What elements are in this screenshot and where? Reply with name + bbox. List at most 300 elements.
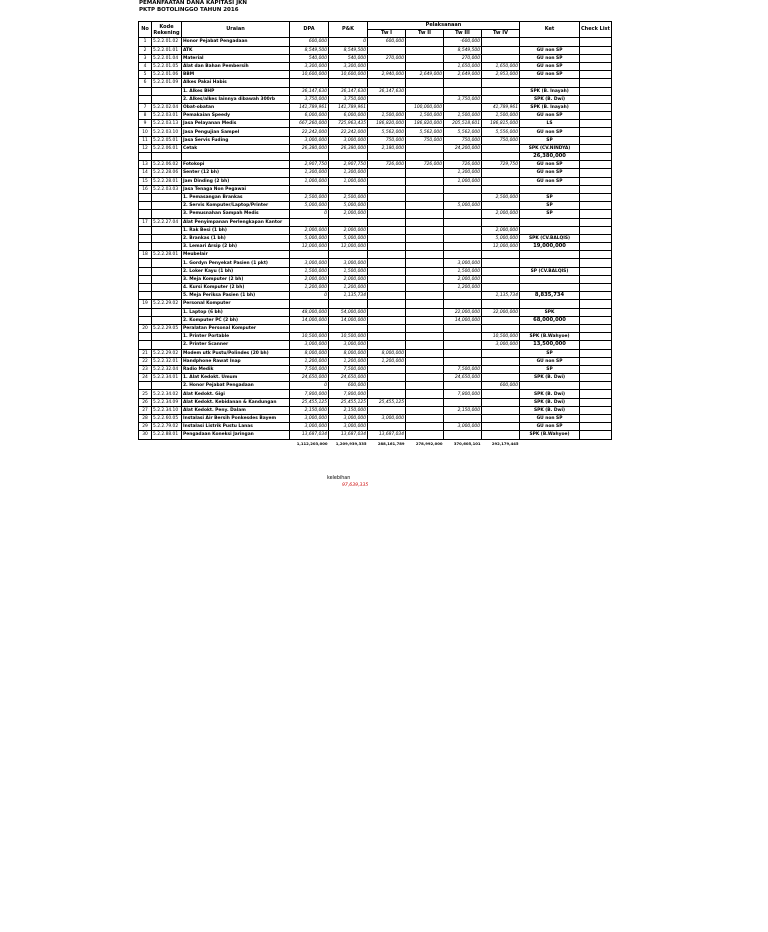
cell-pak: 3,750,000 <box>329 95 368 103</box>
cell-dpa: 0 <box>290 292 329 300</box>
cell-tw4 <box>482 267 520 275</box>
cell-dpa: 3,000,000 <box>290 423 329 431</box>
cell-check <box>580 136 612 144</box>
cell-ket: SP <box>520 210 580 218</box>
cell-tw4: 2,000,000 <box>482 210 520 218</box>
cell-check <box>580 218 612 226</box>
cell-tw2 <box>406 390 444 398</box>
cell-tw4 <box>482 87 520 95</box>
table-row <box>139 365 612 373</box>
cell-check <box>580 251 612 259</box>
cell-tw1 <box>368 226 406 234</box>
cell-dpa: 3,000,000 <box>290 136 329 144</box>
cell-tw2 <box>406 300 444 308</box>
cell-pak: 1,300,000 <box>329 169 368 177</box>
cell-kode <box>152 308 182 316</box>
cell-pak: 54,000,000 <box>329 308 368 316</box>
cell-ket: GU non SP <box>520 128 580 136</box>
cell-kode: 5.2.2.28.06 <box>152 169 182 177</box>
cell-kode <box>152 267 182 275</box>
cell-ket: SP (CV.BALQIS) <box>520 267 580 275</box>
cell-no <box>139 333 152 341</box>
cell-ket: SPK (B. Dwi) <box>520 406 580 414</box>
cell-no: 6 <box>139 79 152 87</box>
cell-dpa: 3,000,000 <box>290 259 329 267</box>
cell-tw1 <box>368 218 406 226</box>
cell-tw2 <box>406 382 444 390</box>
cell-tw2: 1,500,000 <box>406 112 444 120</box>
cell-tw2 <box>406 423 444 431</box>
cell-dpa <box>290 218 329 226</box>
cell-kode: 5.2.2.06.01 <box>152 144 182 152</box>
cell-tw2 <box>406 169 444 177</box>
cell-tw1 <box>368 423 406 431</box>
cell-no: 3 <box>139 54 152 62</box>
cell-ket <box>520 324 580 332</box>
cell-no: 1 <box>139 38 152 46</box>
cell-tw2: 5,562,000 <box>406 128 444 136</box>
cell-no <box>139 292 152 300</box>
cell-tw1 <box>368 308 406 316</box>
table-row <box>139 87 612 95</box>
cell-check <box>580 120 612 128</box>
cell-tw3 <box>444 382 482 390</box>
cell-kode: 5.2.2.02.04 <box>152 103 182 111</box>
cell-tw1: 8,000,000 <box>368 349 406 357</box>
cell-tw1 <box>368 169 406 177</box>
cell-kode: 5.2.2.34.02 <box>152 390 182 398</box>
cell-tw2 <box>406 333 444 341</box>
cell-uraian: ATK <box>182 46 290 54</box>
cell-uraian: Honor Pejabat Pengadaan <box>182 38 290 46</box>
table-row <box>139 292 612 300</box>
cell-tw1: 5,562,000 <box>368 128 406 136</box>
cell-uraian: 3. Pemusnahan Sampah Medis <box>182 210 290 218</box>
cell-dpa: 26,380,000 <box>290 144 329 152</box>
cell-tw3 <box>444 349 482 357</box>
cell-no: 20 <box>139 324 152 332</box>
cell-tw3 <box>444 210 482 218</box>
cell-uraian: 2. Loker Kayu (1 bh) <box>182 267 290 275</box>
cell-tw3 <box>444 218 482 226</box>
cell-no: 26 <box>139 398 152 406</box>
table-row <box>139 251 612 259</box>
cell-tw3: -600,000 <box>444 38 482 46</box>
cell-pak: 25,455,125 <box>329 398 368 406</box>
cell-tw4 <box>482 169 520 177</box>
cell-pak <box>329 218 368 226</box>
cell-tw3 <box>444 357 482 365</box>
header-tw3: Tw III <box>444 30 482 38</box>
cell-tw4: 2,000,000 <box>482 226 520 234</box>
cell-kode: 5.2.2.34.10 <box>152 406 182 414</box>
cell-dpa: 2,000,000 <box>290 275 329 283</box>
table-row <box>139 308 612 316</box>
cell-tw1: 1,500,000 <box>368 112 406 120</box>
cell-tw3 <box>444 300 482 308</box>
cell-ket <box>520 284 580 292</box>
cell-tw4: 12,000,000 <box>482 243 520 251</box>
table-row <box>139 62 612 70</box>
cell-kode: 5.2.2.60.05 <box>152 415 182 423</box>
cell-pak: 13,687,034 <box>329 431 368 439</box>
cell-no: 9 <box>139 120 152 128</box>
total-tw4: 292,179,445 <box>491 440 519 446</box>
cell-uraian: BBM <box>182 71 290 79</box>
cell-check <box>580 259 612 267</box>
cell-uraian: Alat Kedokt. Kebidanan & Kandungan <box>182 398 290 406</box>
cell-tw1: 36,147,630 <box>368 87 406 95</box>
cell-tw3 <box>444 324 482 332</box>
cell-pak: 14,000,000 <box>329 316 368 324</box>
cell-uraian: Jasa Pelayanan Medis <box>182 120 290 128</box>
cell-tw3: 7,800,000 <box>444 390 482 398</box>
cell-uraian: Obat-obatan <box>182 103 290 111</box>
cell-check <box>580 62 612 70</box>
cell-ket: GU non SP <box>520 415 580 423</box>
header-check: Check List <box>580 22 612 38</box>
cell-pak: 26,380,000 <box>329 144 368 152</box>
cell-pak: 0 <box>329 38 368 46</box>
cell-tw4 <box>482 275 520 283</box>
cell-tw1 <box>368 365 406 373</box>
cell-ket: GU non SP <box>520 54 580 62</box>
cell-tw3 <box>444 251 482 259</box>
cell-dpa: 3,000,000 <box>290 341 329 349</box>
cell-tw3 <box>444 79 482 87</box>
cell-kode: 5.2.2.28.01 <box>152 177 182 185</box>
cell-tw3: 1,300,000 <box>444 169 482 177</box>
table-row <box>139 267 612 275</box>
cell-tw2: 186,820,000 <box>406 120 444 128</box>
cell-tw3 <box>444 87 482 95</box>
cell-kode: 5.2.2.28.01 <box>152 251 182 259</box>
cell-check <box>580 169 612 177</box>
cell-tw2 <box>406 202 444 210</box>
cell-tw1: 186,820,000 <box>368 120 406 128</box>
cell-pak: 3,000,000 <box>329 136 368 144</box>
cell-pak: 1,500,000 <box>329 267 368 275</box>
cell-pak: 36,147,630 <box>329 87 368 95</box>
cell-dpa: 8,000,000 <box>290 349 329 357</box>
cell-tw4: 3,000,000 <box>482 341 520 349</box>
cell-check <box>580 185 612 193</box>
cell-check <box>580 398 612 406</box>
cell-uraian: Instalasi Listrik Pustu Lanas <box>182 423 290 431</box>
cell-ket: 26,380,000 <box>520 153 580 161</box>
cell-no <box>139 341 152 349</box>
cell-uraian: Alat Penyimpanan Perlengkapan Kantor <box>182 218 290 226</box>
cell-dpa: 7,800,000 <box>290 390 329 398</box>
cell-uraian: 2. Komputer PC (2 bh) <box>182 316 290 324</box>
cell-tw4 <box>482 185 520 193</box>
table-row <box>139 54 612 62</box>
cell-tw2 <box>406 243 444 251</box>
cell-pak: 1,135,734 <box>329 292 368 300</box>
cell-tw4 <box>482 398 520 406</box>
cell-tw1 <box>368 202 406 210</box>
header-row <box>139 22 612 30</box>
cell-uraian: Alkes Pakai Habis <box>182 79 290 87</box>
cell-pak: 22,242,000 <box>329 128 368 136</box>
cell-tw4 <box>482 431 520 439</box>
cell-kode <box>152 341 182 349</box>
cell-check <box>580 226 612 234</box>
cell-tw4 <box>482 357 520 365</box>
cell-tw2 <box>406 234 444 242</box>
table-row <box>139 128 612 136</box>
header-no: No <box>139 22 152 38</box>
cell-tw4: 600,000 <box>482 382 520 390</box>
header-uraian: Uraian <box>182 22 290 38</box>
cell-tw3: 2,649,000 <box>444 71 482 79</box>
cell-tw4: 1,500,000 <box>482 112 520 120</box>
cell-uraian: 2. Printer Scanner <box>182 341 290 349</box>
cell-tw1 <box>368 316 406 324</box>
spreadsheet-table <box>138 21 612 447</box>
cell-dpa: 10,600,000 <box>290 71 329 79</box>
cell-uraian: Personal Komputer <box>182 300 290 308</box>
cell-pak: 600,000 <box>329 382 368 390</box>
table-row <box>139 300 612 308</box>
cell-kode: 5.2.2.03.03 <box>152 185 182 193</box>
table-row <box>139 234 612 242</box>
cell-tw1 <box>368 103 406 111</box>
cell-tw2 <box>406 144 444 152</box>
cell-kode <box>152 275 182 283</box>
cell-tw3: 1,200,000 <box>444 284 482 292</box>
cell-dpa <box>290 251 329 259</box>
cell-dpa <box>290 324 329 332</box>
cell-uraian: Senter (12 bh) <box>182 169 290 177</box>
cell-tw2 <box>406 38 444 46</box>
cell-check <box>580 193 612 201</box>
cell-kode <box>152 87 182 95</box>
header-dpa: DPA <box>290 22 329 38</box>
cell-uraian: 1. Rak Besi (1 bh) <box>182 226 290 234</box>
table-row <box>139 341 612 349</box>
cell-check <box>580 292 612 300</box>
cell-uraian: 1. Pemasangan Brankas <box>182 193 290 201</box>
cell-no: 19 <box>139 300 152 308</box>
cell-check <box>580 324 612 332</box>
cell-uraian: 5. Meja Periksa Pasien (1 bh) <box>182 292 290 300</box>
table-row <box>139 153 612 161</box>
cell-dpa: 36,147,630 <box>290 87 329 95</box>
cell-pak: 2,150,000 <box>329 406 368 414</box>
cell-kode <box>152 382 182 390</box>
cell-pak <box>329 185 368 193</box>
cell-dpa: 10,500,000 <box>290 333 329 341</box>
cell-uraian: 2. Honor Pejabat Pengadaan <box>182 382 290 390</box>
cell-ket: SPK (CV.BALQIS) <box>520 234 580 242</box>
cell-tw2 <box>406 308 444 316</box>
cell-check <box>580 374 612 382</box>
cell-kode: 5.2.2.03.01 <box>152 112 182 120</box>
cell-dpa: 14,000,000 <box>290 316 329 324</box>
cell-tw4 <box>482 423 520 431</box>
cell-kode: 5.2.2.01.04 <box>152 54 182 62</box>
cell-uraian: Cetak <box>182 144 290 152</box>
cell-kode <box>152 284 182 292</box>
table-row <box>139 423 612 431</box>
cell-pak: 1,000,000 <box>329 177 368 185</box>
cell-no: 22 <box>139 357 152 365</box>
cell-pak <box>329 153 368 161</box>
cell-tw1: 2,940,000 <box>368 71 406 79</box>
cell-dpa: 2,000,000 <box>290 226 329 234</box>
cell-tw3: 22,000,000 <box>444 308 482 316</box>
cell-kode: 5.2.2.34.09 <box>152 398 182 406</box>
cell-tw2 <box>406 374 444 382</box>
table-row <box>139 202 612 210</box>
cell-tw4: 32,000,000 <box>482 308 520 316</box>
cell-kode: 5.2.2.29.02 <box>152 300 182 308</box>
cell-uraian: Peralatan Personal Komputer <box>182 324 290 332</box>
cell-tw1 <box>368 275 406 283</box>
cell-no: 13 <box>139 161 152 169</box>
cell-tw4 <box>482 177 520 185</box>
cell-tw4: 2,953,000 <box>482 71 520 79</box>
cell-tw3 <box>444 234 482 242</box>
cell-no <box>139 243 152 251</box>
cell-tw2 <box>406 349 444 357</box>
cell-kode <box>152 153 182 161</box>
cell-ket <box>520 382 580 390</box>
table-row <box>139 333 612 341</box>
cell-kode <box>152 259 182 267</box>
cell-check <box>580 308 612 316</box>
cell-tw2: 100,000,000 <box>406 103 444 111</box>
cell-dpa: 0 <box>290 210 329 218</box>
cell-pak: 1,200,000 <box>329 284 368 292</box>
cell-kode <box>152 193 182 201</box>
cell-dpa: 22,242,000 <box>290 128 329 136</box>
cell-dpa: 7,500,000 <box>290 365 329 373</box>
cell-pak: 725,963,435 <box>329 120 368 128</box>
cell-kode <box>152 292 182 300</box>
cell-no: 17 <box>139 218 152 226</box>
cell-tw3 <box>444 431 482 439</box>
cell-pak: 540,000 <box>329 54 368 62</box>
table-row <box>139 144 612 152</box>
cell-check <box>580 267 612 275</box>
cell-pak: 141,789,961 <box>329 103 368 111</box>
cell-uraian: 3. Lemari Arsip (2 bh) <box>182 243 290 251</box>
cell-tw3: 8,549,500 <box>444 46 482 54</box>
cell-tw1 <box>368 234 406 242</box>
cell-dpa: 2,500,000 <box>290 193 329 201</box>
cell-dpa: 3,000,000 <box>290 415 329 423</box>
cell-kode <box>152 95 182 103</box>
cell-tw3: 270,000 <box>444 54 482 62</box>
cell-ket: 8,835,734 <box>520 292 580 300</box>
cell-tw1 <box>368 46 406 54</box>
cell-tw2 <box>406 316 444 324</box>
cell-no: 2 <box>139 46 152 54</box>
cell-pak <box>329 300 368 308</box>
cell-tw1 <box>368 193 406 201</box>
cell-tw3: 750,000 <box>444 136 482 144</box>
cell-tw2 <box>406 62 444 70</box>
cell-tw1 <box>368 95 406 103</box>
cell-tw2 <box>406 79 444 87</box>
cell-dpa: 0 <box>290 382 329 390</box>
cell-ket: GU non SP <box>520 161 580 169</box>
cell-uraian: Radio Medik <box>182 365 290 373</box>
cell-tw2 <box>406 267 444 275</box>
cell-tw4 <box>482 54 520 62</box>
cell-dpa: 6,000,000 <box>290 112 329 120</box>
cell-tw1 <box>368 79 406 87</box>
cell-dpa: 141,789,961 <box>290 103 329 111</box>
cell-tw3 <box>444 415 482 423</box>
cell-uraian: Instalasi Air Bersih Ponkesdes Bayem <box>182 415 290 423</box>
cell-kode: 5.2.2.27.04 <box>152 218 182 226</box>
cell-tw4 <box>482 406 520 414</box>
cell-ket: SPK (B. Dwi) <box>520 95 580 103</box>
cell-tw3 <box>444 103 482 111</box>
cell-tw2 <box>406 365 444 373</box>
cell-no <box>139 267 152 275</box>
cell-kode: 5.2.2.01.09 <box>152 79 182 87</box>
cell-ket <box>520 259 580 267</box>
table-row <box>139 161 612 169</box>
cell-no: 12 <box>139 144 152 152</box>
cell-no: 8 <box>139 112 152 120</box>
total-dpa: 1,112,203,000 <box>296 440 328 446</box>
cell-kode: 5.2.2.32.04 <box>152 365 182 373</box>
cell-dpa: 1,200,000 <box>290 284 329 292</box>
cell-dpa: 1,200,000 <box>290 357 329 365</box>
cell-check <box>580 128 612 136</box>
cell-tw3: 2,150,000 <box>444 406 482 414</box>
cell-kode: 5.2.2.06.02 <box>152 161 182 169</box>
cell-kode: 5.2.2.05.01 <box>152 136 182 144</box>
cell-tw1 <box>368 406 406 414</box>
cell-ket: GU non SP <box>520 169 580 177</box>
table-row <box>139 193 612 201</box>
cell-tw2 <box>406 292 444 300</box>
document-title-block <box>139 0 247 14</box>
cell-tw4 <box>482 374 520 382</box>
cell-tw2 <box>406 324 444 332</box>
header-tw2: Tw II <box>406 30 444 38</box>
cell-tw2 <box>406 275 444 283</box>
cell-kode <box>152 226 182 234</box>
cell-uraian: Fotokopi <box>182 161 290 169</box>
cell-tw2 <box>406 398 444 406</box>
cell-tw1 <box>368 243 406 251</box>
cell-ket <box>520 275 580 283</box>
cell-pak: 7,500,000 <box>329 365 368 373</box>
cell-check <box>580 161 612 169</box>
cell-pak: 10,500,000 <box>329 333 368 341</box>
cell-tw3 <box>444 333 482 341</box>
cell-tw4: 1,135,734 <box>482 292 520 300</box>
table-row <box>139 284 612 292</box>
cell-ket: SP <box>520 193 580 201</box>
cell-tw4: 186,815,000 <box>482 120 520 128</box>
cell-pak: 1,200,000 <box>329 357 368 365</box>
cell-dpa: 5,000,000 <box>290 234 329 242</box>
cell-tw4 <box>482 316 520 324</box>
cell-dpa: 48,000,000 <box>290 308 329 316</box>
total-pak: 1,209,939,335 <box>335 440 367 446</box>
cell-ket: GU non SP <box>520 357 580 365</box>
cell-tw1: 3,000,000 <box>368 415 406 423</box>
cell-no: 4 <box>139 62 152 70</box>
